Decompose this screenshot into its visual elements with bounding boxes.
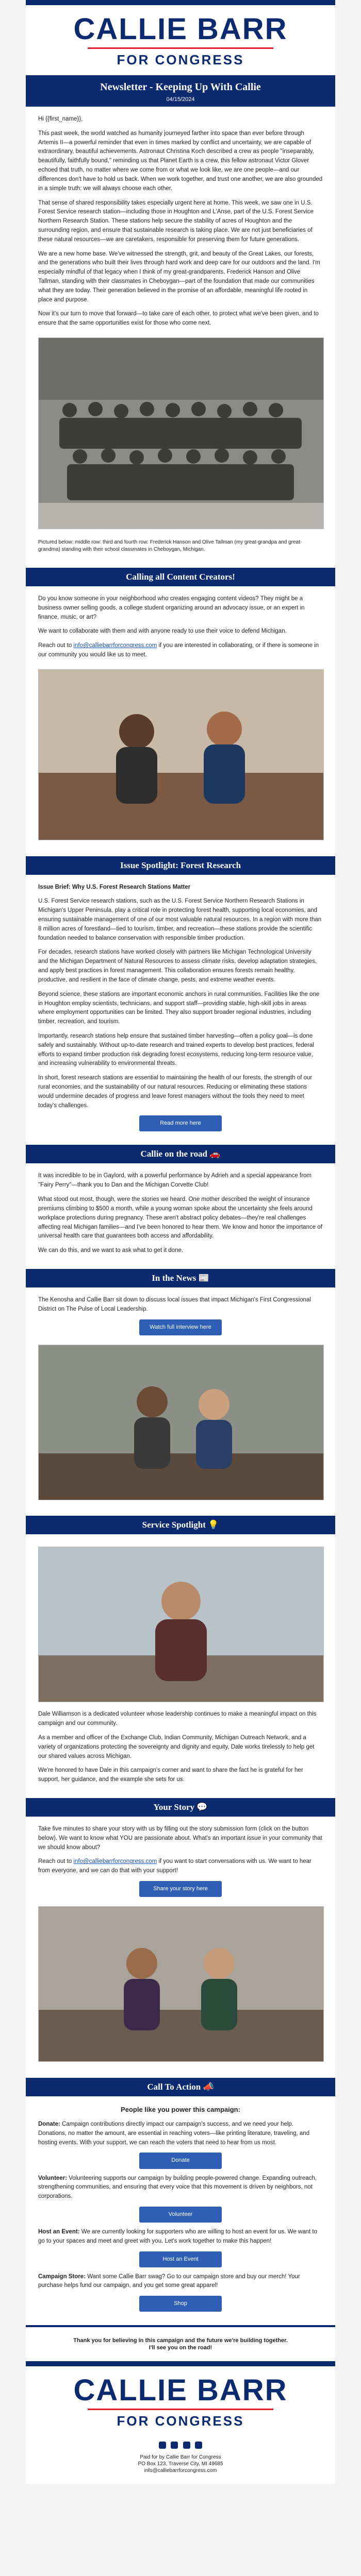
news-section <box>26 1287 335 1516</box>
lightbulb-icon: 💡 <box>208 1520 219 1530</box>
host-label: Host an Event: <box>38 2229 80 2235</box>
intro-paragraph: Now it's our turn to move that forward—to take care of each other, to protect what we've been given, and to ensure that the same opportunities exist for those who come next. <box>38 311 319 327</box>
section-title: Issue Spotlight: Forest Research <box>26 856 335 875</box>
service-title: Service Spotlight <box>142 1520 206 1530</box>
volunteer-button[interactable]: Volunteer <box>139 2207 222 2223</box>
spotlight-subtitle: Issue Brief: Why U.S. Forest Research Stations Matter <box>38 884 191 890</box>
service-section <box>26 1534 335 1798</box>
store-description: Want some Callie Barr swag? Go to our campaign store and buy our merch! Your purchase helps fund our campaign, and you get some great apparel! <box>38 2273 300 2289</box>
road-title: Callie on the road <box>140 1149 208 1159</box>
tiktok-icon[interactable] <box>195 2442 202 2449</box>
service-paragraph: We're honored to have Dale in this campaign's corner and want to share the fact he is grateful for her support, her guidance, and the example she sets for us. <box>38 1767 303 1783</box>
intro-paragraph: This past week, the world watched as humanity journeyed farther into space than ever before through Artemis II—a powerful reminder that even in times marked by conflict and uncertainty, we are capable of extraordinary, beautiful achievements. Astronaut Christina Koch described a crew as people "inseparably, beautifully, faithfully bound," reminding us that Planet Earth is a crew, this fellow astronaut Victor Glover echoed that truth, no matter where we come from or what we look like, we are one people—and our differences don't have to hold us back. When we work together, and trust one another, we are also grounded in a simple truth: we will always choose each other. <box>38 130 323 192</box>
volunteer-text <box>38 2174 323 2201</box>
car-icon: 🚗 <box>209 1149 221 1159</box>
road-paragraph: It was incredible to be in Gaylord, with a powerful performance by Adrieh and a special appearance from "Fairy Perry"—thank you to Dan and the Michigan Corvette Club! <box>38 1173 311 1189</box>
road-paragraph: What stood out most, though, were the stories we heard. One mother described the weight of insurance premiums climbing to $500 a month, while a young woman spoke about the uncertainty she feels around workplace protections during pregnancy. These aren't abstract policy debates—they're real challenges affecting real Michigan families—and I've been honored to hear them. We know and honor the importance of universal health care that guarantees both access and affordability. <box>38 1196 322 1240</box>
address: PO Box 123, Traverse City, MI 49685 <box>138 2461 223 2467</box>
creators-photo <box>38 669 324 840</box>
facebook-icon[interactable] <box>159 2442 166 2449</box>
footer-social <box>26 2436 335 2484</box>
logo-divider <box>88 2409 273 2410</box>
contact-prefix: Reach out to <box>38 642 74 649</box>
service-paragraph: As a member and officer of the Exchange Club, Indian Community, Michigan Outreach Network, and a variety of organizations protecting the sovereignty and dignity and equity, Dale works tirelessly to help get our shared values across Michigan. <box>38 1734 315 1759</box>
greeting: Hi {{first_name}}, <box>38 116 83 122</box>
host-description: We are currently looking for supporters who are willing to host an event for us. We want to go to your spaces and meet and greet with you. Let's work together to make this happen! <box>38 2229 317 2244</box>
contact-suffix: if you are interested in collaborating, or if there is someone in our community you would like us to meet. <box>38 642 319 658</box>
instagram-icon[interactable] <box>183 2442 190 2449</box>
watch-interview-button[interactable]: Watch full interview here <box>139 1319 222 1335</box>
closing-section <box>26 2327 335 2361</box>
creators-paragraph: Do you know someone in your neighborhood who creates engaging content videos? They might be a business owner selling goods, a college student organizing around an advocacy issue, or an expert in finance, music, or art? <box>38 595 305 620</box>
store-text <box>38 2273 323 2291</box>
section-title <box>26 1798 335 1817</box>
intro-paragraph: That sense of shared responsibility takes especially urgent here at home. This week, we saw one in U.S. Forest Service research station—including those in Houghton and L'Anse, part of the U.S. Forest Service Northern Research Station. These stations help secure the stability of acres of Houghton and the surrounding region, and ensure that sustainable research is taking place. We are not just beneficiaries of these natural resources—we are caretakers, responsible for preserving them for future generations. <box>38 199 314 243</box>
volunteer-photo <box>38 1547 324 1702</box>
road-paragraph: We can do this, and we want to ask what to get it done. <box>38 1247 184 1254</box>
logo-divider <box>88 47 273 49</box>
intro-section <box>26 107 335 568</box>
story-photo <box>38 1906 324 2062</box>
section-title <box>26 2078 335 2096</box>
brand-sub: FOR CONGRESS <box>117 2413 244 2429</box>
road-section <box>26 1163 335 1269</box>
speech-bubble-icon: 💬 <box>196 1802 208 1812</box>
donate-text <box>38 2120 323 2147</box>
donate-description: Campaign contributions directly impact our campaign's success, and we need your help. Donations, no matter the amount, are essential in reaching voters—like printing literature, traveling, and hosting events. With your support, we can reach the voters that need to hear from us most. <box>38 2121 310 2146</box>
news-paragraph: The Kenosha and Callie Barr sit down to discuss local issues that impact Michigan's First Congressional District on The Pulse of Local Leadership. <box>38 1296 311 1312</box>
cta-title: Call To Action <box>147 2081 201 2092</box>
megaphone-icon: 📣 <box>203 2081 214 2092</box>
class-photo <box>38 337 324 529</box>
footer-bar <box>26 2361 335 2366</box>
shop-button[interactable]: Shop <box>139 2296 222 2312</box>
host-event-button[interactable]: Host an Event <box>139 2251 222 2267</box>
news-title: In the News <box>152 1273 196 1283</box>
paid-for: Paid for by Callie Barr for Congress <box>140 2454 221 2461</box>
footer-email[interactable]: info@calliebarrforcongress.com <box>144 2468 217 2474</box>
closing-line: Thank you for believing in this campaign and the future we're building together. <box>73 2337 288 2344</box>
story-contact <box>38 1857 323 1876</box>
newspaper-icon: 📰 <box>198 1273 209 1283</box>
email-link[interactable]: info@calliebarrforcongress.com <box>73 642 157 649</box>
spotlight-paragraph: U.S. Forest Service research stations, such as the U.S. Forest Service Northern Research Stations in Michigan's Upper Peninsula, play a critical role in protecting forest health, supporting local economies, and ensuring sustainable management of one of our most valuable natural resources. In a region with more than 8 million acres of forestland—tied to tourism, timber, and recreation—these stations provide the scientific foundation needed to balance conservation with responsible timber production. <box>38 898 322 941</box>
newsletter-title: Newsletter - Keeping Up With Callie <box>100 81 261 93</box>
newsletter-header <box>26 75 335 107</box>
section-title <box>26 1516 335 1534</box>
creators-contact <box>38 641 323 660</box>
cta-subtitle: People like you power this campaign: <box>121 2105 240 2113</box>
creators-paragraph: We want to collaborate with them and with anyone ready to use their voice to defend Michigan. <box>38 628 287 635</box>
interview-photo <box>38 1345 324 1500</box>
contact-suffix: if you want to start conversations with us. We want to hear from everyone, and we can do that with your support! <box>38 1858 311 1874</box>
cta-section <box>26 2096 335 2325</box>
story-paragraph: Take five minutes to share your story with us by filling out the story submission form (click on the button below). We want to know what YOU are passionate about. What's an important issue in your community that we should know about? <box>38 1825 322 1851</box>
story-title: Your Story <box>153 1802 195 1812</box>
section-title: Calling all Content Creators! <box>26 568 335 586</box>
brand-name: CALLIE BARR <box>73 12 288 46</box>
donate-label: Donate: <box>38 2121 60 2128</box>
volunteer-description: Volunteering supports our campaign by building people-powered change. Expanding outreach, strengthening communities, and ensuring that every voice that this movement is driven by neighbors, not corporations. <box>38 2175 317 2200</box>
creators-section <box>26 586 335 856</box>
header-logo <box>26 5 335 75</box>
story-section <box>26 1817 335 2078</box>
read-more-button[interactable]: Read more here <box>139 1115 222 1131</box>
intro-paragraph: We are a new home base. We've witnessed the strength, grit, and beauty of the Great Lakes, our forests, and the generations who built their lives through hard work and deep care for our outdoors and the land. I'm especially mindful of that legacy when I think of my great-grandparents, Frederick Hanson and Olive Tallman, standing with their classmates in Cheboygan—part of the foundation that made our communities what they are today. Their generation believed in the promise of an affordable, meaningful life rooted in place and purpose. <box>38 250 320 303</box>
section-title <box>26 1145 335 1163</box>
x-icon[interactable] <box>171 2442 178 2449</box>
footer-logo <box>26 2366 335 2436</box>
top-bar <box>26 0 335 5</box>
spotlight-paragraph: For decades, research stations have worked closely with partners like Michigan Technological University and the Michigan Department of Natural Resources to assess climate risks, develop adaptation strategies, and apply best practices in forest management. This collaboration ensures forests remain healthy, productive, and resilient in the face of climate change, pests, and extreme weather events. <box>38 949 317 983</box>
newsletter <box>26 0 335 2484</box>
spotlight-paragraph: Beyond science, these stations are important economic anchors in rural communities. Facilities like the one in Houghton employ scientists, technicians, and support staff—providing stable, high-skill jobs in areas where employment opportunities can be limited. They also support broader regional industries, including timber, recreation, and tourism. <box>38 991 320 1025</box>
spotlight-paragraph: Importantly, research stations help ensure that sustained timber harvesting—often a policy goal—is done safely and sustainably. Without up-to-date research and trained experts to develop best practices, federal efforts to expand timber production risk degrading forest ecosystems, reducing long-term resource value, and increasing vulnerability to environmental threats. <box>38 1032 314 1067</box>
spotlight-paragraph: In short, forest research stations are essential to maintaining the health of our forests, the strength of our rural economies, and the sustainability of our natural resources. Reducing or eliminating these stations would undermine decades of progress and leave forest managers without the tools they need to meet today's challenges. <box>38 1075 313 1109</box>
share-story-button[interactable]: Share your story here <box>139 1881 222 1897</box>
donate-button[interactable]: Donate <box>139 2153 222 2168</box>
newsletter-date: 04/15/2024 <box>166 96 195 103</box>
service-paragraph: Dale Williamson is a dedicated volunteer whose leadership continues to make a meaningful impact on this campaign and our community. <box>38 1711 317 1727</box>
email-link[interactable]: info@calliebarrforcongress.com <box>73 1858 157 1865</box>
photo-caption: Pictured below: middle row: third and fourth row: Frederick Hanson and Olive Tallman (my great-grandpa and great-grandma) standing with their school classmates in Cheboygan, Michigan. <box>38 539 302 552</box>
brand-sub: FOR CONGRESS <box>117 52 244 67</box>
contact-prefix: Reach out to <box>38 1858 74 1865</box>
closing-line: I'll see you on the road! <box>149 2345 212 2351</box>
section-title <box>26 1269 335 1287</box>
store-label: Campaign Store: <box>38 2273 86 2280</box>
host-text <box>38 2228 323 2246</box>
volunteer-label: Volunteer: <box>38 2175 68 2181</box>
spotlight-section <box>26 875 335 1145</box>
brand-name: CALLIE BARR <box>73 2374 288 2408</box>
